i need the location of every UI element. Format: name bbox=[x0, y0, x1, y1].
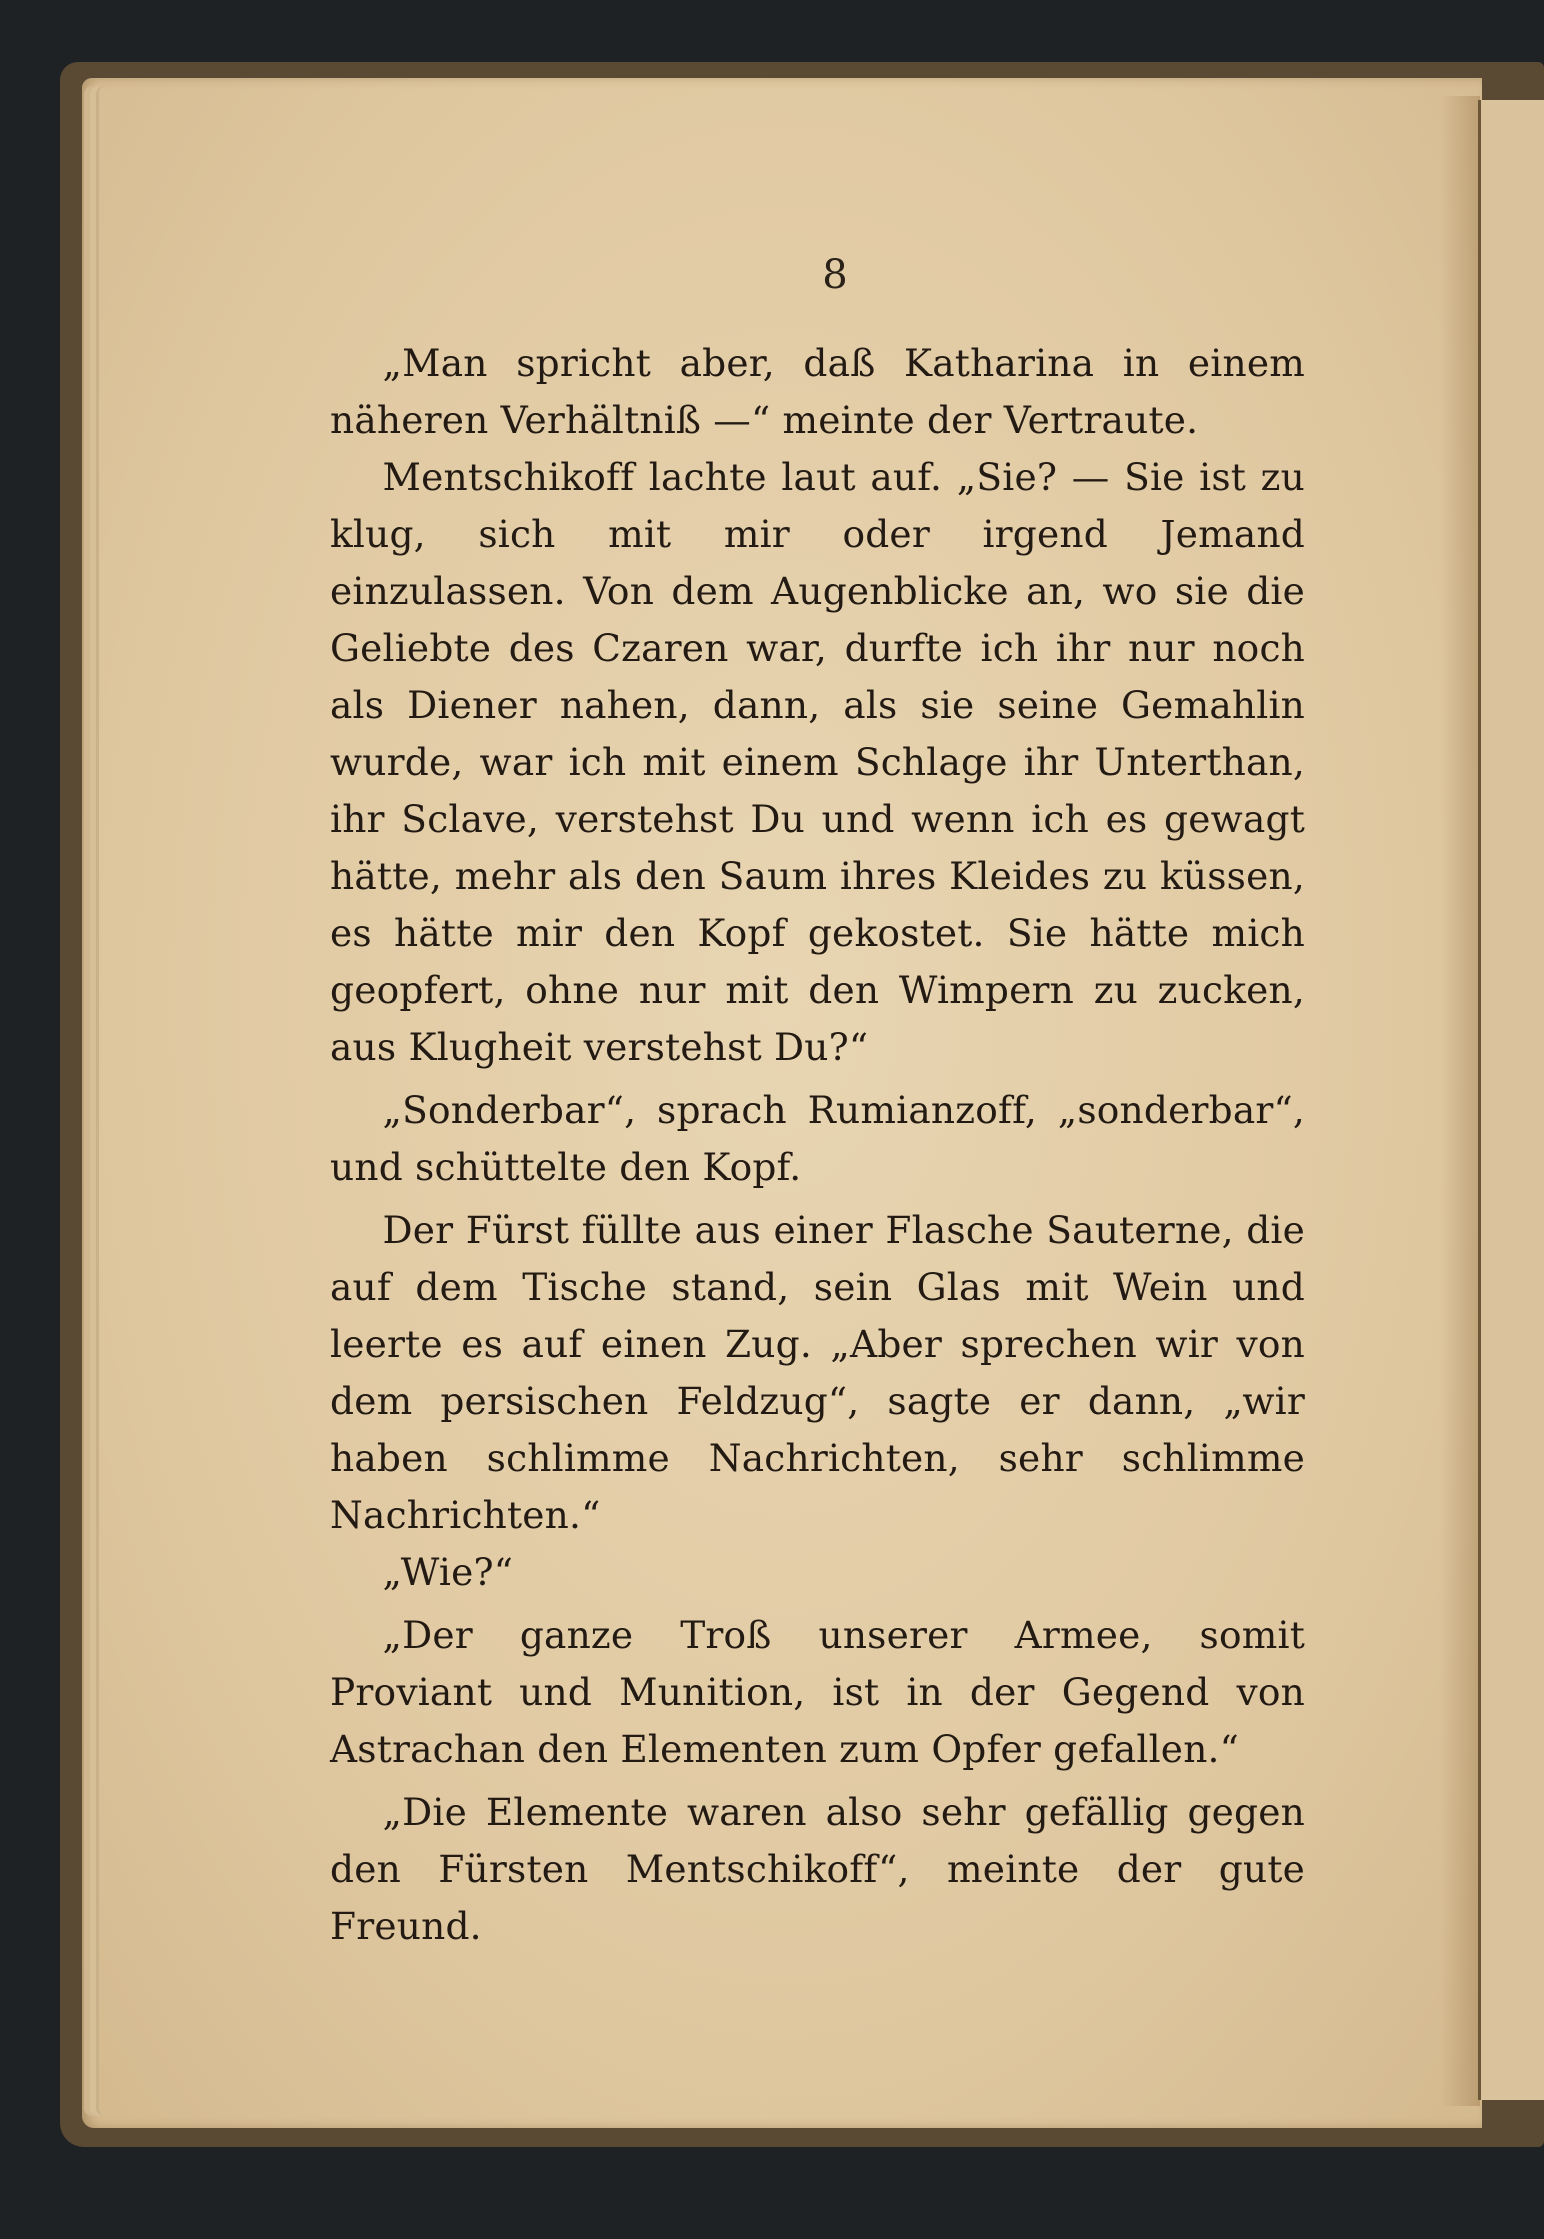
paragraph-3: „Sonderbar“, sprach Rumianzoff, „sonderbar“, und schüttelte den Kopf. bbox=[330, 1088, 1305, 1189]
paragraph-6: „Der ganze Troß unserer Armee, somit Proviant und Munition, ist in der Gegend von Astrachan den Elementen zum Opfer gefallen.“ bbox=[330, 1613, 1305, 1771]
paragraph-2: Mentschikoff lachte laut auf. „Sie? — Sie ist zu klug, sich mit mir oder irgend Jemand einzulassen. Von dem Augenblicke an, wo sie die Geliebte des Czaren war, durfte ich ihr nur noch als Diener nahen, dann, als sie seine Gemahlin wurde, war ich mit einem Schlage ihr Unterthan, ihr Sclave, verstehst Du und wenn ich es gewagt hätte, mehr als den Saum ihres Kleides zu küssen, es hätte mir den Kopf gekostet. Sie hätte mich geopfert, ohne nur mit den Wimpern zu zucken, aus Klugheit verstehst Du?“ bbox=[330, 455, 1305, 1069]
page-leaves bbox=[96, 86, 135, 2116]
paragraph-1: „Man spricht aber, daß Katharina in einem näheren Verhältniß —“ meinte der Vertraute. bbox=[330, 341, 1305, 442]
page-number: 8 bbox=[822, 252, 848, 298]
paragraph-4: Der Fürst füllte aus einer Flasche Sauterne, die auf dem Tische stand, sein Glas mit Wein und leerte es auf einen Zug. „Aber sprechen wir von dem persischen Feldzug“, sagte er dann, „wir haben schlimme Nachrichten, sehr schlimme Nachrichten.“ bbox=[330, 1208, 1305, 1537]
paragraph-7: „Die Elemente waren also sehr gefällig gegen den Fürsten Mentschikoff“, meinte der gute Freund. bbox=[330, 1790, 1305, 1948]
facing-page-edge bbox=[1478, 100, 1544, 2100]
page-text bbox=[330, 335, 1305, 1955]
spine-shadow bbox=[1440, 96, 1480, 2106]
paragraph-5: „Wie?“ bbox=[382, 1550, 514, 1594]
